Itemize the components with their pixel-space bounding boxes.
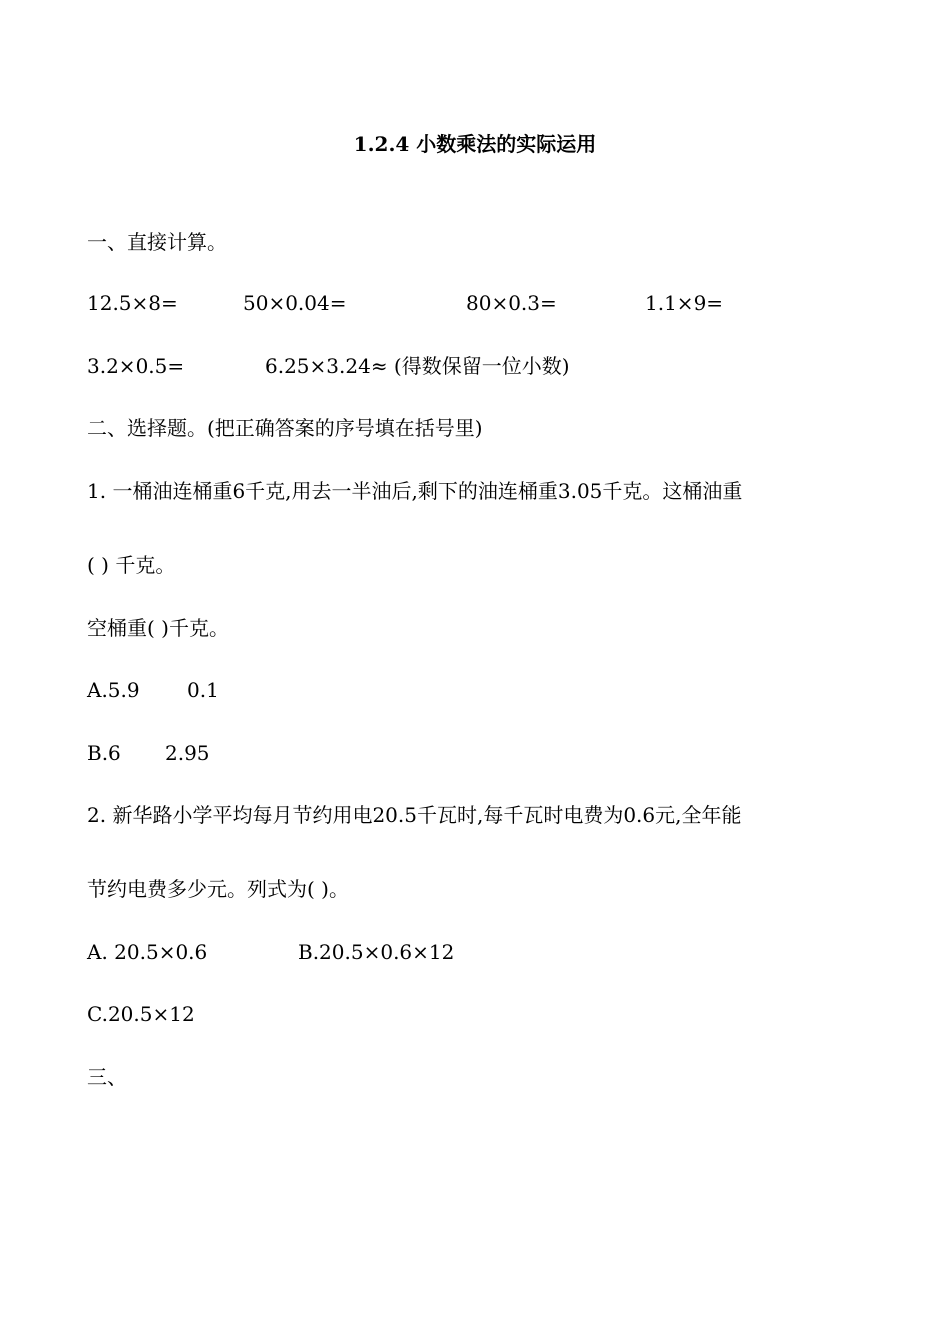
- option-b-value: 2.95: [165, 741, 210, 765]
- calc-item-2: 50×0.04=: [243, 291, 347, 315]
- section1-heading: 一、直接计算。: [87, 230, 227, 254]
- calc-item-6: 6.25×3.24≈ (得数保留一位小数): [265, 354, 570, 378]
- option-a-label: A.5.9: [87, 678, 140, 702]
- calc-item-4: 1.1×9=: [645, 291, 724, 315]
- section2-heading: 二、选择题。(把正确答案的序号填在括号里): [87, 416, 483, 440]
- option-a-value: 0.1: [187, 678, 219, 702]
- question-2-line-2: 节约电费多少元。列式为( )。: [87, 877, 349, 901]
- section3-heading: 三、: [87, 1065, 127, 1089]
- question-1-line-1: 1. 一桶油连桶重6千克,用去一半油后,剩下的油连桶重3.05千克。这桶油重: [87, 479, 743, 503]
- question-2-option-a: A. 20.5×0.6: [87, 940, 208, 964]
- question-2-line-1: 2. 新华路小学平均每月节约用电20.5千瓦时,每千瓦时电费为0.6元,全年能: [87, 803, 742, 827]
- calc-item-5: 3.2×0.5=: [87, 354, 185, 378]
- option-b-label: B.6: [87, 741, 121, 765]
- question-1-line-2: ( ) 千克。: [87, 553, 176, 577]
- question-1-line-3: 空桶重( )千克。: [87, 616, 229, 640]
- calc-item-1: 12.5×8=: [87, 291, 178, 315]
- page-title: 1.2.4 小数乘法的实际运用: [353, 132, 597, 156]
- calc-item-3: 80×0.3=: [466, 291, 557, 315]
- question-2-option-c: C.20.5×12: [87, 1002, 195, 1026]
- question-2-option-b: B.20.5×0.6×12: [298, 940, 455, 964]
